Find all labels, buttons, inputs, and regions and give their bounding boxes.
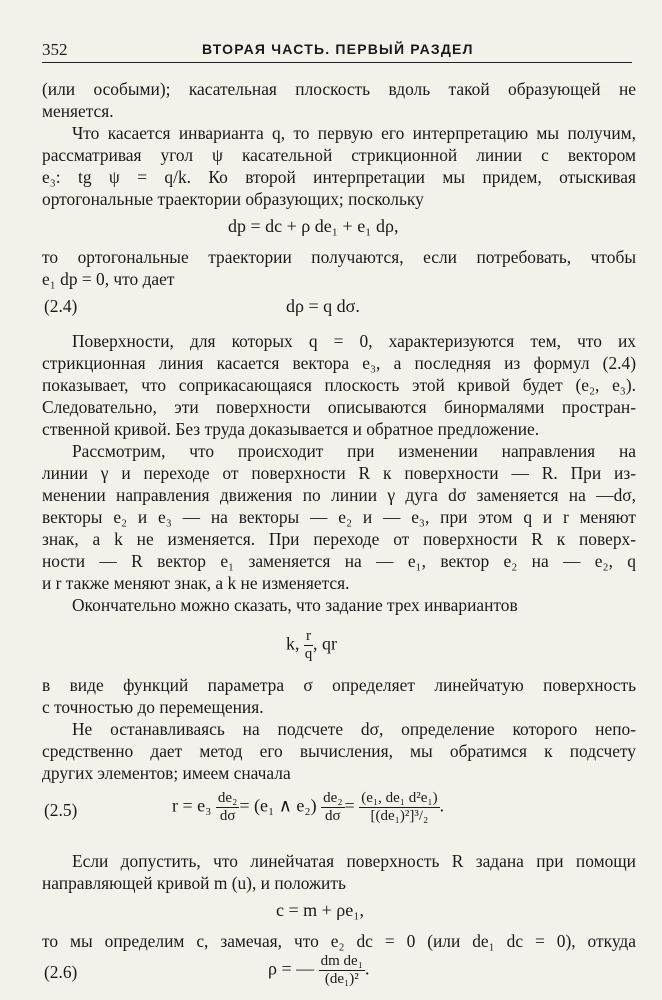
- text-line: то ортогональные траектории получаются, если потребовать, чтобы: [42, 247, 636, 267]
- text-line: Окончательно можно сказать, что задание трех инвариантов: [72, 595, 518, 615]
- text-line: Если допустить, что линейчатая поверхность R задана при помощи: [72, 851, 636, 871]
- invariant-k: k,: [286, 633, 300, 654]
- text-line: ственной кривой. Без труда доказывается и обратное предложение.: [42, 419, 540, 439]
- text-line: с точностью до перемещения.: [42, 697, 264, 717]
- eq-end: .: [439, 795, 445, 816]
- text-line: Следовательно, эти поверхности описываются бинормалями простран-: [42, 397, 636, 417]
- equation-2-4: dρ = q dσ.: [286, 296, 360, 316]
- text-line: других элементов; имеем сначала: [42, 763, 291, 783]
- invariant-r-over-q: [304, 628, 313, 663]
- text-line: направляющей кривой m (u), и положить: [42, 873, 346, 893]
- text-line: векторы e₂ и e₃ — на векторы — e₂ и — e₃, при этом q и r меняют: [42, 507, 636, 527]
- text-line: показывает, что соприкасающаяся плоскость этой кривой будет (e₂, e₃).: [42, 375, 636, 395]
- text-line: в виде функций параметра σ определяет линейчатую поверхность: [42, 675, 636, 695]
- text-line: (или особыми); касательная плоскость вдоль такой образующей не: [42, 79, 636, 99]
- equation-dp: dp = dc + ρ de₁ + e₁ dρ,: [228, 216, 399, 236]
- text-line: меняется.: [42, 101, 114, 121]
- text-line: менении направления движения по линии γ дуга dσ заменяется на —dσ,: [42, 485, 636, 505]
- running-header: [42, 40, 632, 63]
- equation-number: (2.5): [44, 800, 78, 820]
- text-line: e₃: tg ψ = q/k. Ко второй интерпретации мы придем, отыскивая: [42, 167, 636, 187]
- fraction-denominator: q: [304, 646, 313, 662]
- running-title: ВТОРАЯ ЧАСТЬ. ПЕРВЫЙ РАЗДЕЛ: [202, 41, 474, 57]
- eq-end: .: [364, 958, 370, 979]
- equation-2-6: [268, 953, 369, 988]
- fraction: [321, 790, 344, 825]
- invariant-qr: , qr: [313, 633, 337, 654]
- text-line: линии γ и переходе от поверхности R к поверхности — R. При из-: [42, 463, 636, 483]
- fraction: [359, 790, 439, 825]
- eq-lhs: r = e₃: [172, 795, 212, 816]
- text-line: Поверхности, для которых q = 0, характеризуются тем, что их: [72, 331, 636, 351]
- fraction-denominator: (de₁)²: [324, 971, 359, 987]
- text-line: стрикционная линия касается вектора e₃, а последняя из формул (2.4): [42, 353, 636, 373]
- text-line: Не останавливаясь на подсчете dσ, определение которого непо-: [72, 719, 636, 739]
- text-line: ности — R вектор e₁ заменяется на — e₁, вектор e₂ на — e₂, q: [42, 551, 636, 571]
- fraction-numerator: de₂: [323, 790, 343, 806]
- equation-2-5: [172, 790, 444, 825]
- text-line: ортогональные траектории образующих; поскольку: [42, 189, 424, 209]
- text-line: то мы определим c, замечая, что e₂ dc = 0 (или de₁ dc = 0), откуда: [42, 931, 636, 951]
- fraction-numerator: (e₁, de₁ d²e₁): [361, 790, 438, 806]
- fraction-denominator: dσ: [325, 808, 341, 824]
- text-line: рассматривая угол ψ касательной стрикционной линии с вектором: [42, 145, 636, 165]
- fraction-denominator: [(de₁)²]³/₂: [370, 808, 429, 824]
- page-number: 352: [42, 40, 68, 59]
- fraction-denominator: dσ: [219, 808, 236, 824]
- fraction-numerator: r: [306, 628, 311, 644]
- eq-equals: =: [344, 795, 355, 816]
- fraction: [216, 790, 239, 825]
- text-line: средственно дает метод его вычисления, мы обратимся к подсчету: [42, 741, 636, 761]
- fraction-numerator: dm de₁: [320, 953, 363, 969]
- text-line: и r также меняют знак, а k не изменяется.: [42, 573, 350, 593]
- text-line: e₁ dp = 0, что дает: [42, 269, 175, 289]
- equation-number: (2.4): [44, 296, 78, 316]
- equation-number: (2.6): [44, 962, 78, 982]
- invariants-formula: [286, 628, 337, 663]
- fraction: [319, 953, 365, 988]
- fraction-numerator: de₂: [217, 790, 238, 806]
- eq-middle: = (e₁ ∧ e₂): [239, 795, 317, 816]
- eq-lhs: ρ = —: [268, 958, 315, 979]
- text-line: Что касается инварианта q, то первую его интерпретацию мы получим,: [72, 123, 636, 143]
- text-line: знак, а k не изменяется. При переходе от поверхности R к поверх-: [42, 529, 636, 549]
- equation-c: c = m + ρe₁,: [276, 900, 365, 920]
- text-line: Рассмотрим, что происходит при изменении направления на: [72, 441, 636, 461]
